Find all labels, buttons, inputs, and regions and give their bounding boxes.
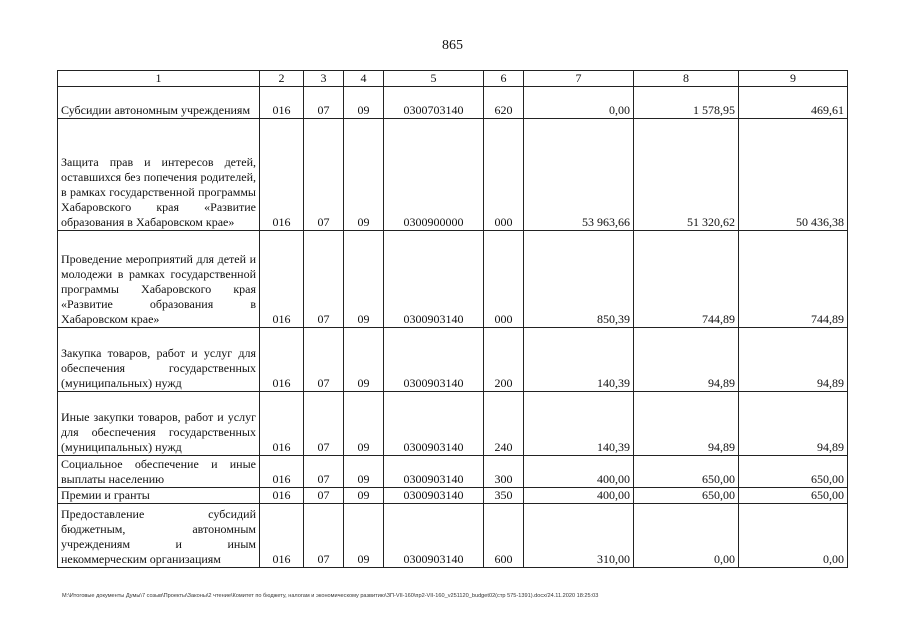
cell-amount-8: 51 320,62	[634, 119, 739, 231]
cell-amount-7: 0,00	[524, 87, 634, 119]
cell-section: 07	[304, 328, 344, 392]
table-row	[58, 456, 848, 488]
cell-amount-7: 140,39	[524, 328, 634, 392]
cell-amount-8: 650,00	[634, 456, 739, 488]
cell-subsection: 09	[344, 504, 384, 568]
row-name: Социальное обеспечение и иные выплаты населению	[58, 456, 260, 488]
cell-amount-9: 50 436,38	[739, 119, 848, 231]
cell-admin-code: 016	[260, 119, 304, 231]
cell-target-article: 0300703140	[384, 87, 484, 119]
cell-amount-8: 94,89	[634, 328, 739, 392]
cell-section: 07	[304, 488, 344, 504]
cell-amount-9: 744,89	[739, 231, 848, 328]
header-row	[58, 71, 848, 87]
cell-section: 07	[304, 87, 344, 119]
row-name: Иные закупки товаров, работ и услуг для обеспечения государственных (муниципальных) нужд	[58, 392, 260, 456]
cell-subsection: 09	[344, 119, 384, 231]
table-row	[58, 231, 848, 328]
table-row	[58, 87, 848, 119]
row-name: Закупка товаров, работ и услуг для обеспечения государственных (муниципальных) нужд	[58, 328, 260, 392]
cell-amount-8: 650,00	[634, 488, 739, 504]
cell-subsection: 09	[344, 456, 384, 488]
cell-admin-code: 016	[260, 392, 304, 456]
cell-amount-9: 469,61	[739, 87, 848, 119]
cell-amount-8: 94,89	[634, 392, 739, 456]
cell-expense-type: 000	[484, 119, 524, 231]
cell-amount-7: 140,39	[524, 392, 634, 456]
document-path-footer: M:\Итоговые документы Думы\7 созыв\Проекты\Законы\2 чтение\Комитет по бюджету, налогам и экономическому развитию\ЗП-VII-160\пр2-VII-160_v251120_budget02(стр 575-1391).docx/24.11.2020 18:25:03	[62, 593, 599, 599]
cell-expense-type: 300	[484, 456, 524, 488]
table-row	[58, 504, 848, 568]
cell-target-article: 0300903140	[384, 328, 484, 392]
cell-amount-7: 310,00	[524, 504, 634, 568]
cell-admin-code: 016	[260, 504, 304, 568]
column-header: 3	[304, 71, 344, 87]
column-header: 2	[260, 71, 304, 87]
cell-section: 07	[304, 504, 344, 568]
row-name: Премии и гранты	[58, 488, 260, 504]
column-header: 1	[58, 71, 260, 87]
cell-subsection: 09	[344, 87, 384, 119]
table-row	[58, 488, 848, 504]
cell-expense-type: 240	[484, 392, 524, 456]
cell-target-article: 0300903140	[384, 231, 484, 328]
cell-target-article: 0300903140	[384, 488, 484, 504]
cell-target-article: 0300900000	[384, 119, 484, 231]
cell-target-article: 0300903140	[384, 504, 484, 568]
row-name: Предоставление субсидий бюджетным, автономным учреждениям и иным некоммерческим организациям	[58, 504, 260, 568]
column-header: 7	[524, 71, 634, 87]
cell-amount-8: 0,00	[634, 504, 739, 568]
row-name: Проведение мероприятий для детей и молодежи в рамках государственной программы Хабаровского края «Развитие образования в Хабаровском крае»	[58, 231, 260, 328]
table-row	[58, 328, 848, 392]
cell-amount-9: 0,00	[739, 504, 848, 568]
cell-section: 07	[304, 392, 344, 456]
column-header: 8	[634, 71, 739, 87]
cell-amount-7: 53 963,66	[524, 119, 634, 231]
table-row	[58, 119, 848, 231]
table-row	[58, 392, 848, 456]
cell-expense-type: 600	[484, 504, 524, 568]
row-name: Защита прав и интересов детей, оставшихся без попечения родителей, в рамках государственной программы Хабаровского края «Развитие образования в Хабаровском крае»	[58, 119, 260, 231]
cell-amount-9: 650,00	[739, 488, 848, 504]
cell-admin-code: 016	[260, 328, 304, 392]
cell-section: 07	[304, 119, 344, 231]
cell-section: 07	[304, 231, 344, 328]
cell-amount-9: 94,89	[739, 328, 848, 392]
cell-admin-code: 016	[260, 456, 304, 488]
cell-amount-9: 650,00	[739, 456, 848, 488]
page-number: 865	[442, 38, 463, 53]
cell-subsection: 09	[344, 392, 384, 456]
cell-admin-code: 016	[260, 488, 304, 504]
cell-admin-code: 016	[260, 87, 304, 119]
cell-subsection: 09	[344, 328, 384, 392]
cell-amount-9: 94,89	[739, 392, 848, 456]
cell-amount-7: 400,00	[524, 488, 634, 504]
cell-expense-type: 200	[484, 328, 524, 392]
column-header: 4	[344, 71, 384, 87]
cell-target-article: 0300903140	[384, 456, 484, 488]
cell-admin-code: 016	[260, 231, 304, 328]
column-header: 5	[384, 71, 484, 87]
cell-subsection: 09	[344, 231, 384, 328]
cell-section: 07	[304, 456, 344, 488]
cell-expense-type: 000	[484, 231, 524, 328]
cell-expense-type: 620	[484, 87, 524, 119]
column-header: 9	[739, 71, 848, 87]
budget-table	[57, 70, 848, 568]
cell-amount-7: 850,39	[524, 231, 634, 328]
cell-target-article: 0300903140	[384, 392, 484, 456]
row-name: Субсидии автономным учреждениям	[58, 87, 260, 119]
cell-expense-type: 350	[484, 488, 524, 504]
cell-amount-7: 400,00	[524, 456, 634, 488]
cell-subsection: 09	[344, 488, 384, 504]
column-header: 6	[484, 71, 524, 87]
cell-amount-8: 744,89	[634, 231, 739, 328]
cell-amount-8: 1 578,95	[634, 87, 739, 119]
